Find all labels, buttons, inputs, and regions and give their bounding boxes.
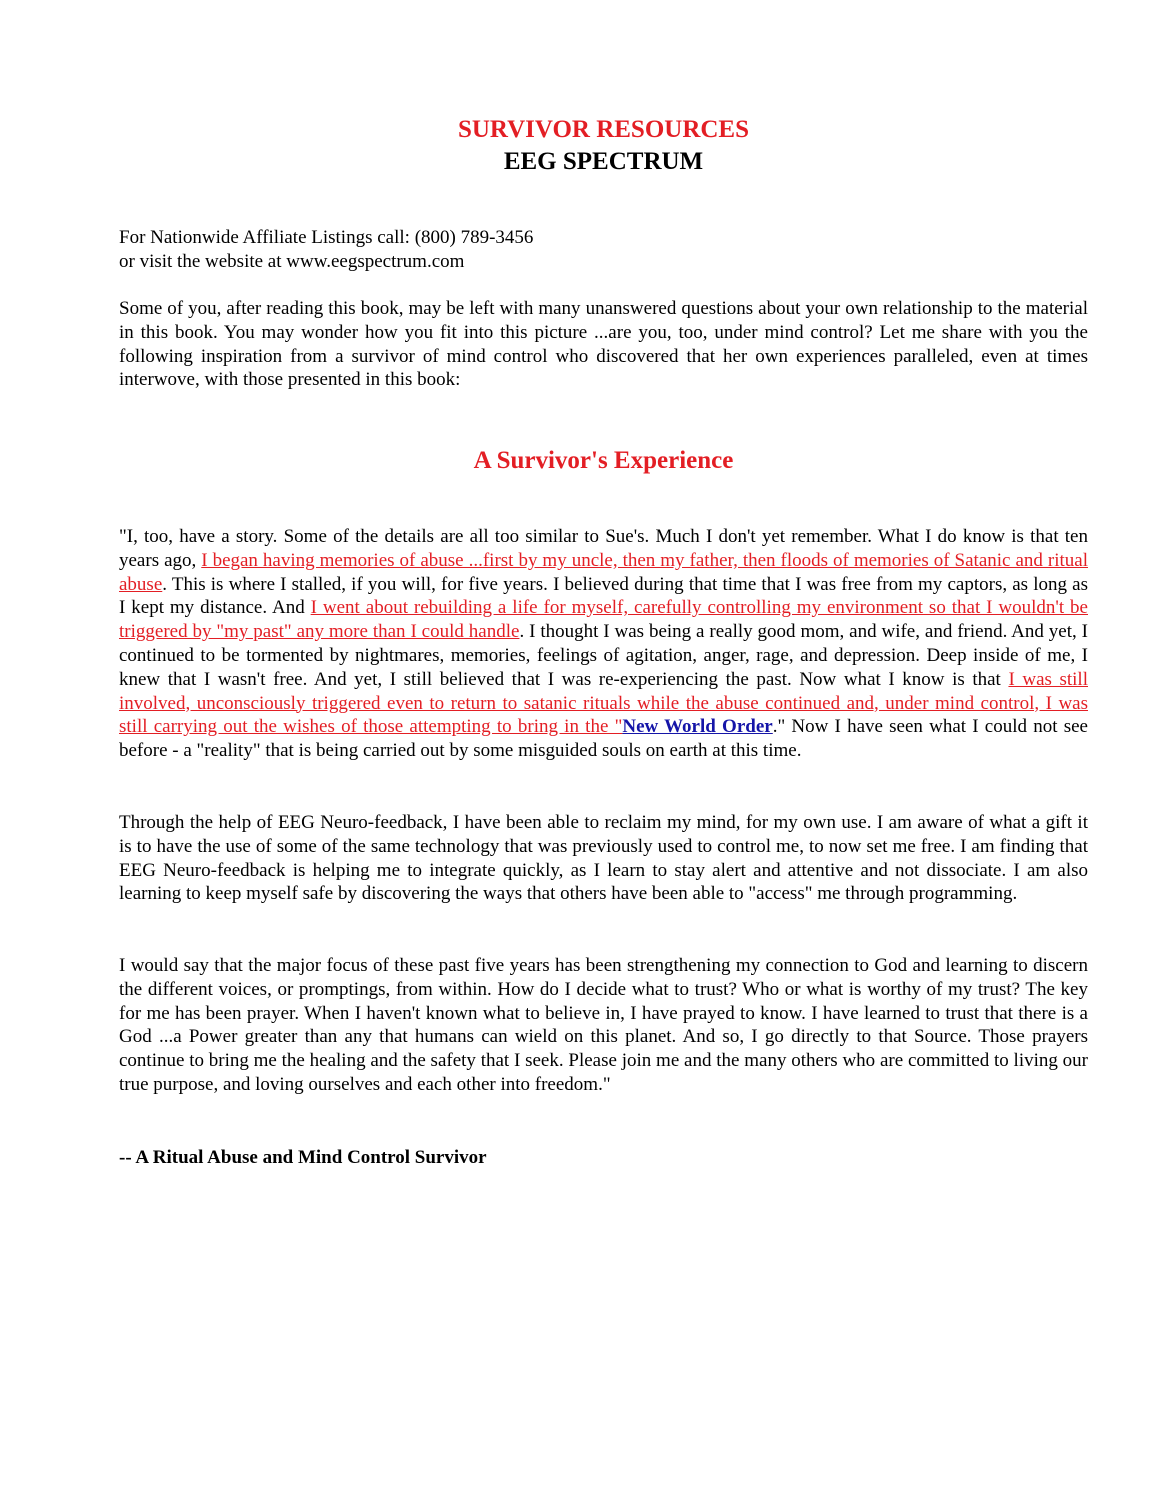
- intro-paragraph: Some of you, after reading this book, may be left with many unanswered questions about your own relationship to the material in this book. You may wonder how you fit into this picture ...are you, too, under mind control? Let me share with you the following inspiration from a survivor of mind control who discovered that her own experiences paralleled, even at times interwove, with those presented in this book:: [119, 298, 1088, 391]
- story-paragraph-1: [119, 525, 1088, 763]
- contact-info: [119, 226, 533, 274]
- new-world-order-link[interactable]: New World Order: [622, 716, 773, 738]
- story-text-segment: "I, too, have a story. Some of the details are all too similar to Sue's. Much I don't yet remember. What I do know is that ten years ago,: [119, 526, 1088, 571]
- story-text-segment: . This is where I stalled, if you will, for five years. I believed during that time that I was free from my captors, as long as I kept my distance. And: [119, 573, 1088, 619]
- contact-phone-line: For Nationwide Affiliate Listings call: (800) 789-3456: [119, 227, 534, 248]
- signature: -- A Ritual Abuse and Mind Control Survivor: [119, 1147, 487, 1168]
- highlighted-passage: I went about rebuilding a life for myself, carefully controlling my environment so that I wouldn't be triggered by "my past" any more than I could handle: [119, 597, 1088, 643]
- story-paragraph-2: Through the help of EEG Neuro-feedback, I have been able to reclaim my mind, for my own use. I am aware of what a gift it is to have the use of some of the same technology that was previously used to control me, to now set me free. I am finding that EEG Neuro-feedback is helping me to integrate quickly, as I learn to stay alert and attentive and not dissociate. I am also learning to keep myself safe by discovering the ways that others have been able to "access" me through programming.: [119, 812, 1088, 905]
- story-paragraph-3: I would say that the major focus of these past five years has been strengthening my connection to God and learning to discern the different voices, or promptings, from within. How do I decide what to trust? Who or what is worthy of my trust? The key for me has been prayer. When I haven't known what to believe in, I have prayed to know. I have learned to trust that there is a God ...a Power greater than any that humans can wield on this planet. And so, I go directly to that Source. Those prayers continue to bring me the healing and the safety that I seek. Please join me and the many others who are committed to living our true purpose, and loving ourselves and each other into freedom.": [119, 955, 1088, 1095]
- highlighted-passage-text: I was still involved, unconsciously triggered even to return to satanic rituals while the abuse continued and, under mind control, I was still carrying out the wishes of those attempting to bring in the ": [119, 668, 1088, 738]
- story-text-segment: ." Now I have seen what I could not see before - a "reality" that is being carried out by some misguided souls on earth at this time.: [119, 716, 1088, 762]
- story-text-segment: . I thought I was being a really good mom, and wife, and friend. And yet, I continued to be tormented by nightmares, memories, feelings of agitation, anger, rage, and depression. Deep inside of me, I knew that I wasn't free. And yet, I still believed that I was re-experiencing the past. Now what I know is that: [119, 621, 1088, 690]
- contact-website-line: or visit the website at www.eegspectrum.com: [119, 251, 465, 272]
- section-heading: A Survivor's Experience: [473, 447, 734, 474]
- page-title: SURVIVOR RESOURCES: [457, 116, 750, 143]
- page-subtitle: EEG SPECTRUM: [503, 148, 704, 175]
- highlighted-passage: I began having memories of abuse ...first by my uncle, then my father, then floods of memories of Satanic and ritual abuse: [119, 549, 1088, 595]
